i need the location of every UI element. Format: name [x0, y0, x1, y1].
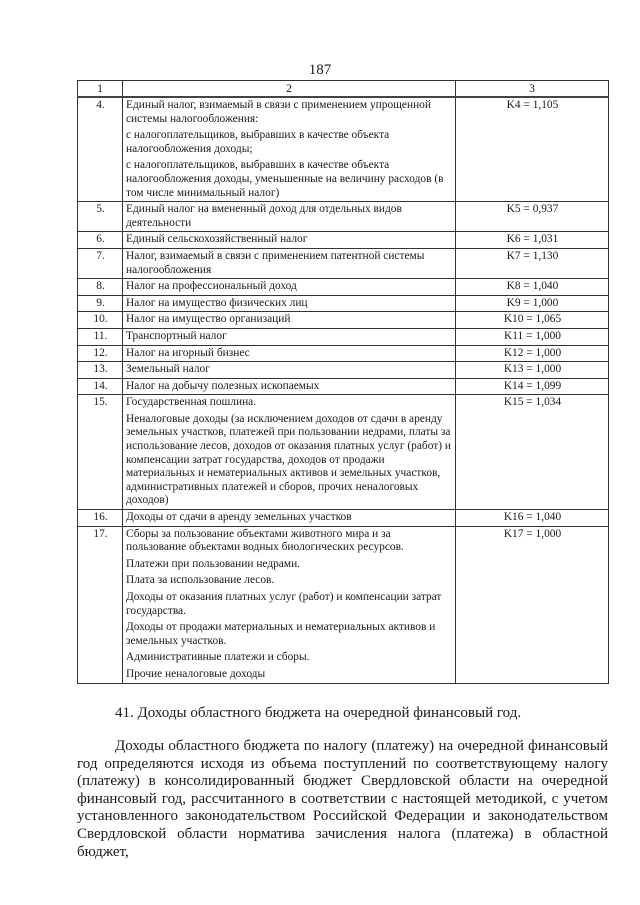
- coefficient-value: K15 = 1,034: [456, 395, 609, 510]
- description-paragraph: Административные платежи и сборы.: [126, 651, 310, 664]
- row-number: 16.: [78, 510, 123, 527]
- header-col-2: 2: [123, 81, 456, 98]
- description-paragraph: Плата за использование лесов.: [126, 574, 275, 587]
- description-paragraph: Единый налог на вмененный доход для отдельных видов деятельности: [126, 203, 402, 229]
- row-number: 13.: [78, 362, 123, 379]
- table-row: [78, 345, 609, 362]
- coefficient-value: K13 = 1,000: [456, 362, 609, 379]
- table-row: [78, 279, 609, 296]
- coefficient-value: K4 = 1,105: [456, 97, 609, 202]
- description-paragraph: Налог на имущество физических лиц: [126, 296, 308, 309]
- row-number: 17.: [78, 526, 123, 683]
- row-number: 11.: [78, 328, 123, 345]
- body-paragraph: Доходы областного бюджета по налогу (платежу) на очередной финансовый год определяются исходя из объема поступлений по соответствующему налогу (платежу) в консолидированный бюджет Свердловской области на очередной финансовый год, рассчитанного в соответствии с настоящей методикой, с учетом установленного законодательством Российской Федерации и законодательством Свердловской области норматива зачисления налога (платежа) в областной бюджет,: [77, 738, 608, 860]
- table-row: [78, 202, 609, 232]
- row-description: [123, 232, 456, 249]
- description-paragraph: Сборы за пользование объектами животного мира и за пользование объектами водных биологических ресурсов.: [126, 527, 404, 554]
- description-paragraph: Налог на игорный бизнес: [126, 346, 250, 359]
- row-description: [123, 328, 456, 345]
- description-paragraph: Единый сельскохозяйственный налог: [126, 233, 308, 246]
- description-paragraph: Неналоговые доходы (за исключением доходов от сдачи в аренду земельных участков, платежей при пользовании недрами, платы за использование лесов, доходов от оказания платных услуг (работ) и компенсации затрат государства, доходов от продажи материальных и нематериальных активов и земельных участков, административных платежей и сборов, прочих неналоговых доходов): [126, 412, 451, 507]
- coefficient-value: K9 = 1,000: [456, 295, 609, 312]
- table-row: [78, 295, 609, 312]
- row-description: [123, 312, 456, 329]
- description-paragraph: Транспортный налог: [126, 329, 227, 342]
- row-description: [123, 526, 456, 683]
- row-number: 6.: [78, 232, 123, 249]
- coefficient-value: K14 = 1,099: [456, 378, 609, 395]
- table-row: [78, 510, 609, 527]
- row-description: [123, 345, 456, 362]
- description-paragraph: с налогоплательщиков, выбравших в качестве объекта налогообложения доходы;: [126, 129, 390, 155]
- coefficient-value: K12 = 1,000: [456, 345, 609, 362]
- coefficient-value: K10 = 1,065: [456, 312, 609, 329]
- coefficient-value: K6 = 1,031: [456, 232, 609, 249]
- header-col-3: 3: [456, 81, 609, 98]
- description-paragraph: Прочие неналоговые доходы: [126, 667, 266, 680]
- table-row: [78, 526, 609, 683]
- description-paragraph: с налогоплательщиков, выбравших в качестве объекта налогообложения доходы, уменьшенные на величину расходов (в том числе минимальный налог): [126, 159, 444, 199]
- table-row: [78, 232, 609, 249]
- row-number: 7.: [78, 248, 123, 278]
- row-number: 14.: [78, 378, 123, 395]
- header-col-1: 1: [78, 81, 123, 98]
- table-row: [78, 328, 609, 345]
- coefficient-value: K8 = 1,040: [456, 279, 609, 296]
- table-row: [78, 378, 609, 395]
- table-row: [78, 362, 609, 379]
- description-paragraph: Налог, взимаемый в связи с применением патентной системы налогообложения: [126, 249, 425, 276]
- table-row: [78, 312, 609, 329]
- row-description: [123, 248, 456, 278]
- description-paragraph: Налог на профессиональный доход: [126, 280, 297, 293]
- description-paragraph: Доходы от продажи материальных и нематериальных активов и земельных участков.: [126, 621, 436, 647]
- description-paragraph: Единый налог, взимаемый в связи с применением упрощенной системы налогообложения:: [126, 99, 431, 125]
- page-number: 187: [308, 62, 332, 78]
- coefficient-value: K17 = 1,000: [456, 526, 609, 683]
- row-number: 5.: [78, 202, 123, 232]
- description-paragraph: Государственная пошлина.: [126, 396, 257, 409]
- section-title: 41. Доходы областного бюджета на очередной финансовый год.: [115, 705, 522, 721]
- row-number: 15.: [78, 395, 123, 510]
- row-number: 12.: [78, 345, 123, 362]
- row-description: [123, 378, 456, 395]
- row-description: [123, 295, 456, 312]
- coefficient-value: K11 = 1,000: [456, 328, 609, 345]
- description-paragraph: Налог на добычу полезных ископаемых: [126, 379, 320, 392]
- row-description: [123, 395, 456, 510]
- coefficient-value: K7 = 1,130: [456, 248, 609, 278]
- table-row: [78, 97, 609, 202]
- description-paragraph: Доходы от оказания платных услуг (работ) и компенсации затрат государства.: [126, 591, 442, 617]
- coefficient-value: K5 = 0,937: [456, 202, 609, 232]
- row-number: 10.: [78, 312, 123, 329]
- coefficient-value: K16 = 1,040: [456, 510, 609, 527]
- row-number: 9.: [78, 295, 123, 312]
- row-number: 8.: [78, 279, 123, 296]
- description-paragraph: Доходы от сдачи в аренду земельных участков: [126, 511, 352, 524]
- row-description: [123, 362, 456, 379]
- table-header-row: [78, 81, 609, 98]
- coefficient-table: [77, 80, 609, 684]
- row-description: [123, 97, 456, 202]
- row-description: [123, 202, 456, 232]
- table-row: [78, 248, 609, 278]
- table-row: [78, 395, 609, 510]
- description-paragraph: Земельный налог: [126, 363, 210, 376]
- description-paragraph: Налог на имущество организаций: [126, 313, 291, 326]
- row-number: 4.: [78, 97, 123, 202]
- description-paragraph: Платежи при пользовании недрами.: [126, 557, 301, 570]
- row-description: [123, 279, 456, 296]
- row-description: [123, 510, 456, 527]
